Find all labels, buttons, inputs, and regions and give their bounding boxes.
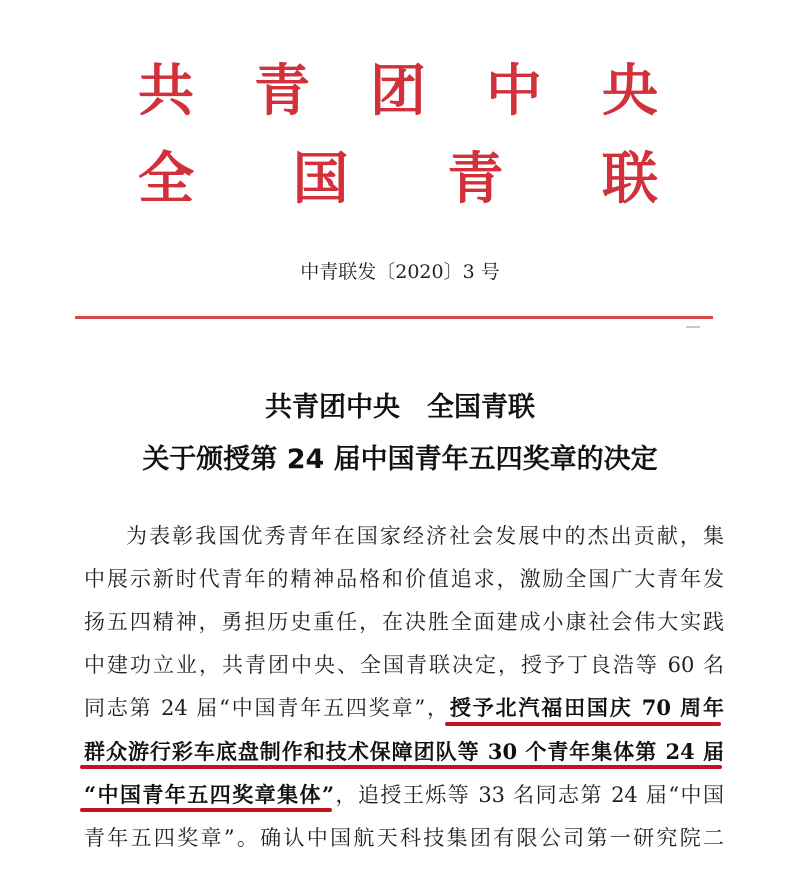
highlighted-text-segment: 授予北汽福田国庆 70 周年 [449, 695, 724, 720]
highlighted-text-segment: “中国青年五四奖章集体” [84, 782, 335, 807]
body-text-segment: ，追授王烁等 33 名同志第 24 届“中国 [334, 783, 724, 807]
red-underline-mark [80, 808, 332, 812]
issuer-char: 国 [292, 147, 349, 212]
issuer-char: 联 [601, 147, 658, 212]
body-text-line: 为表彰我国优秀青年在国家经济社会发展中的杰出贡献，集 [126, 524, 724, 548]
issuer-char: 团 [370, 59, 426, 124]
issuer-line-1 [138, 59, 658, 124]
issuer-char: 中 [486, 59, 542, 124]
issuer-char: 全 [138, 147, 194, 212]
body-text-line: 中展示新时代青年的精神品格和价值追求，激励全国广大青年发 [84, 567, 724, 591]
scan-mark [686, 326, 700, 328]
red-underline-mark [445, 722, 721, 726]
document-title-line-2: 关于颁授第 24 届中国青年五四奖章的决定 [142, 444, 658, 475]
body-text-line: 青年五四奖章”。确认中国航天科技集团有限公司第一研究院二 [84, 826, 724, 850]
document-title-line-1: 共青团中央 全国青联 [265, 392, 535, 423]
issuer-char: 共 [138, 59, 194, 124]
body-text-line: 扬五四精神，勇担历史重任，在决胜全面建成小康社会伟大实践 [84, 610, 724, 634]
red-underline-mark [80, 765, 722, 769]
issuer-char: 青 [254, 59, 310, 124]
red-header-rule [75, 316, 713, 319]
highlighted-text-line: 群众游行彩车底盘制作和技术保障团队等 30 个青年集体第 24 届 [84, 739, 724, 764]
issuer-char: 青 [447, 147, 504, 212]
body-text-line: 中建功立业，共青团中央、全国青联决定，授予丁良浩等 60 名 [84, 653, 724, 677]
issuer-char: 央 [602, 59, 658, 124]
issuer-line-2 [138, 147, 658, 212]
body-text-segment: 同志第 24 届“中国青年五四奖章”， [84, 696, 450, 720]
document-number: 中青联发〔2020〕3 号 [300, 261, 500, 283]
body-text-line [84, 694, 724, 722]
body-text-line [84, 781, 724, 809]
